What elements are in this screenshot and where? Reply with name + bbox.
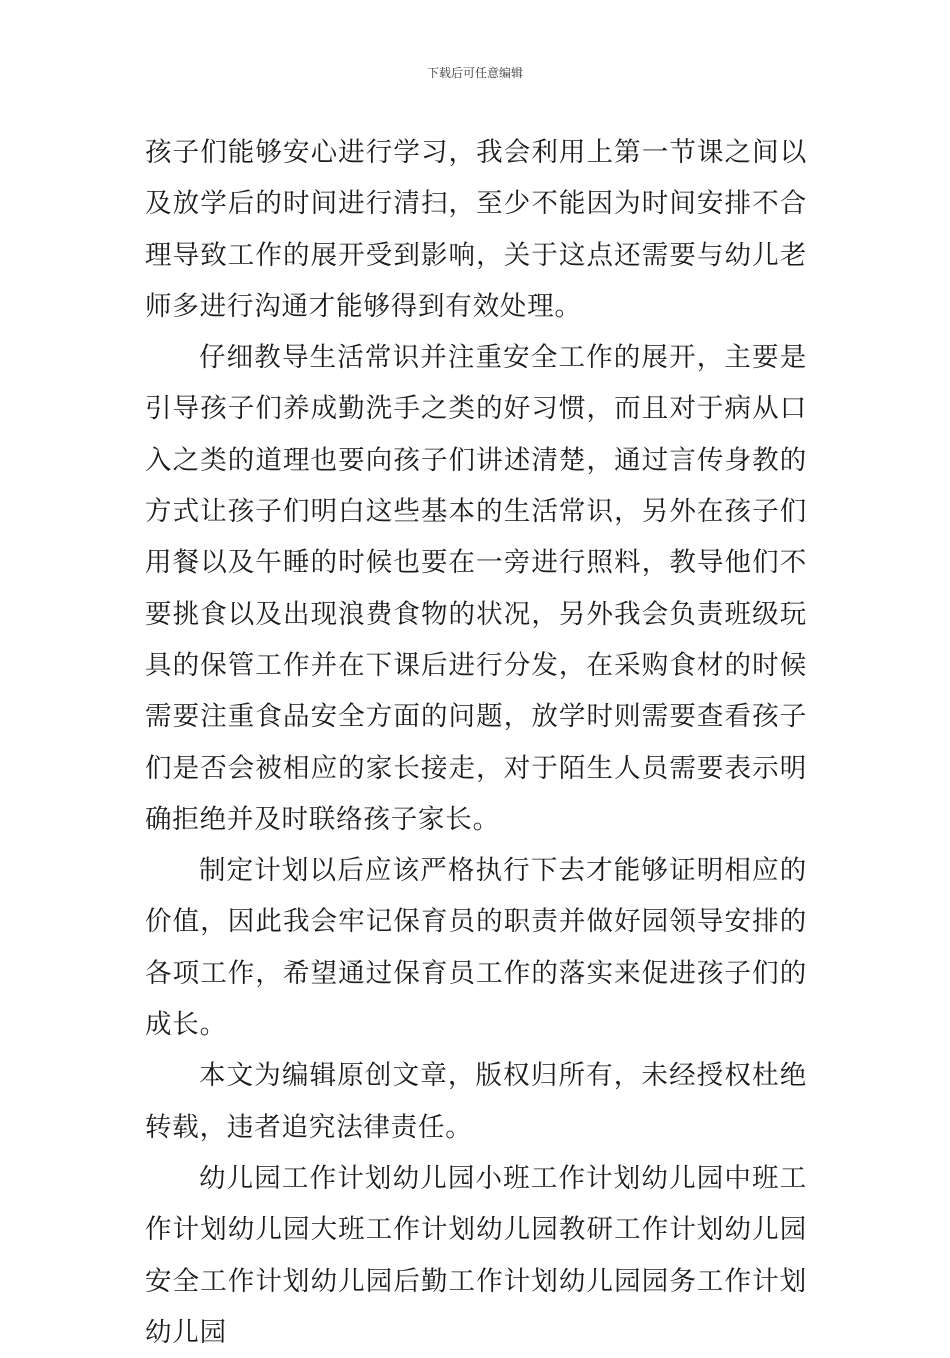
document-body [145, 127, 807, 1358]
paragraph-cleaning-schedule: 孩子们能够安心进行学习，我会利用上第一节课之间以及放学后的时间进行清扫，至少不能因为时间安排不合理导致工作的展开受到影响，关于这点还需要与幼儿老师多进行沟通才能够得到有效处理。 [145, 137, 807, 322]
paragraph-related-plans: 幼儿园工作计划幼儿园小班工作计划幼儿园中班工作计划幼儿园大班工作计划幼儿园教研工作计划幼儿园安全工作计划幼儿园后勤工作计划幼儿园园务工作计划幼儿园 [145, 1162, 807, 1348]
paragraph-copyright-notice: 本文为编辑原创文章，版权归所有，未经授权杜绝转载，违者追究法律责任。 [145, 1060, 807, 1143]
paragraph-plan-execution: 制定计划以后应该严格执行下去才能够证明相应的价值，因此我会牢记保育员的职责并做好园领导安排的各项工作，希望通过保育员工作的落实来促进孩子们的成长。 [145, 855, 807, 1041]
page-header: 下载后可任意编辑 [426, 66, 523, 80]
paragraph-safety-habits: 仔细教导生活常识并注重安全工作的展开，主要是引导孩子们养成勤洗手之类的好习惯，而且对于病从口入之类的道理也要向孩子们讲述清楚，通过言传身教的方式让孩子们明白这些基本的生活常识，另外在孩子们用餐以及午睡的时候也要在一旁进行照料，教导他们不要挑食以及出现浪费食物的状况，另外我会负责班级玩具的保管工作并在下课后进行分发，在采购食材的时候需要注重食品安全方面的问题，放学时则需要查看孩子们是否会被相应的家长接走，对于陌生人员需要表示明确拒绝并及时联络孩子家长。 [145, 342, 807, 835]
